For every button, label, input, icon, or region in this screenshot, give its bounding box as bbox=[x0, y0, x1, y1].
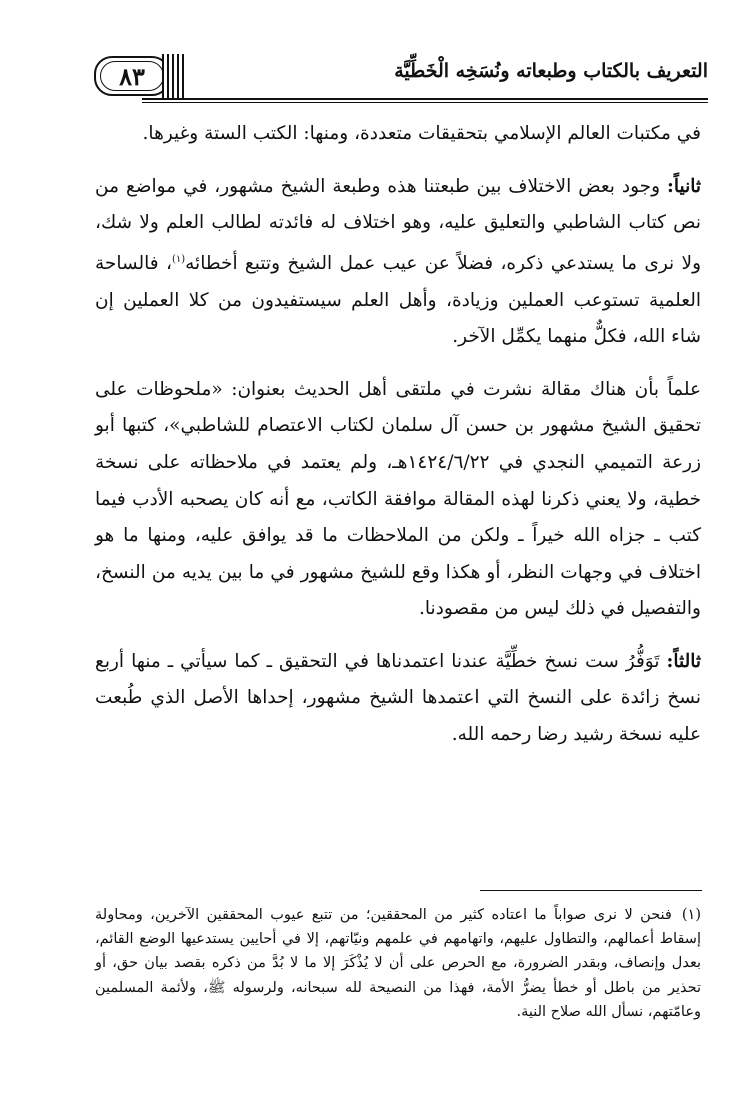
running-header bbox=[92, 48, 708, 108]
paragraph-continuation bbox=[95, 116, 701, 153]
footnote-marker: (١) bbox=[681, 907, 701, 923]
page-number: ٨٣ bbox=[119, 61, 145, 91]
paragraph-lead: ثانياً: bbox=[667, 175, 701, 197]
header-rule bbox=[142, 98, 708, 100]
paragraph-text: وجود بعض الاختلاف بين طبعتنا هذه وطبعة الشيخ مشهور، في مواضع من نص كتاب الشاطبي والتعليق عليه، وهو اختلاف له فائدته لطالب العلم ولا شك، ولا نرى ما يستدعي ذكره، فضلاً عن عيب عمل الشيخ وتتبع أخطائه bbox=[95, 175, 702, 274]
paragraph-text: ، فالساحة العلمية تستوعب العملين وزيادة، وأهل العلم سيستفيدون من كلا العملين إن شاء الله، فكلٌّ منهما يكمِّل الآخر. bbox=[95, 252, 701, 348]
header-ornament bbox=[162, 54, 184, 98]
paragraph-second bbox=[95, 169, 701, 356]
header-title: التعريف بالكتاب وطبعاته ونُسَخِه الْخَطِّيَّة bbox=[394, 60, 708, 82]
header-rule-thin bbox=[142, 102, 708, 103]
footnote-separator bbox=[480, 890, 702, 891]
paragraph-lead: ثالثاً: bbox=[666, 650, 701, 672]
footnote-text: فنحن لا نرى صواباً ما اعتاده كثير من المحققين؛ من تتبع عيوب المحققين الآخرين، ومحاولة إسقاط أعمالهم، والتطاول عليهم، واتهامهم في علمهم ونيّاتهم، إلا في أحايين يستدعيها الوضع القائم، بعدل وإنصاف، وبقدر الضرورة، مع الحرص على أن لا يُذْكَرَ إلا ما لا بُدَّ من ذكره بقصد بيان حق، أو تحذير من باطل أو خطأ يضرُّ الأمة، فهذا من النصيحة لله سبحانه، ولرسوله ﷺ، ولأئمة المسلمين وعامّتهم، نسأل الله صلاح النية. bbox=[95, 907, 701, 1020]
page-number-badge bbox=[94, 56, 170, 96]
main-text bbox=[95, 116, 701, 754]
footnote bbox=[95, 903, 701, 1024]
paragraph-third bbox=[95, 644, 701, 754]
paragraph-article-note bbox=[95, 372, 701, 628]
paragraph-text: تَوَفُّرُ ست نسخ خطِّيَّة عندنا اعتمدناها في التحقيق ـ كما سيأتي ـ منها أربع نسخ زائدة على النسخ التي اعتمدها الشيخ مشهور، إحداها الأصل الذي طُبعت عليه نسخة رشيد رضا رحمه الله. bbox=[95, 650, 701, 746]
paragraph-text: علماً بأن هناك مقالة نشرت في ملتقى أهل الحديث بعنوان: «ملحوظات على تحقيق الشيخ مشهور بن حسن آل سلمان لكتاب الاعتصام للشاطبي»، كتبها أبو زرعة التميمي النجدي في ١٤٢٤/٦/٢٢هـ، ولم يعتمد في ملاحظاته على نسخة خطية، ولا يعني ذكرنا لهذه المقالة موافقة الكاتب، مع أنه كان يصحبه الأدب فيما كتب ـ جزاه الله خيراً ـ ولكن من الملاحظات ما قد يوافق عليه، ومنها ما هو اختلاف في وجهات النظر، أو هكذا وقع للشيخ مشهور في ما بين يديه من النسخ، والتفصيل في ذلك ليس من مقصودنا. bbox=[95, 378, 701, 620]
paragraph-text: في مكتبات العالم الإسلامي بتحقيقات متعددة، ومنها: الكتب الستة وغيرها. bbox=[142, 123, 701, 144]
footnote-reference: (١) bbox=[171, 253, 186, 265]
